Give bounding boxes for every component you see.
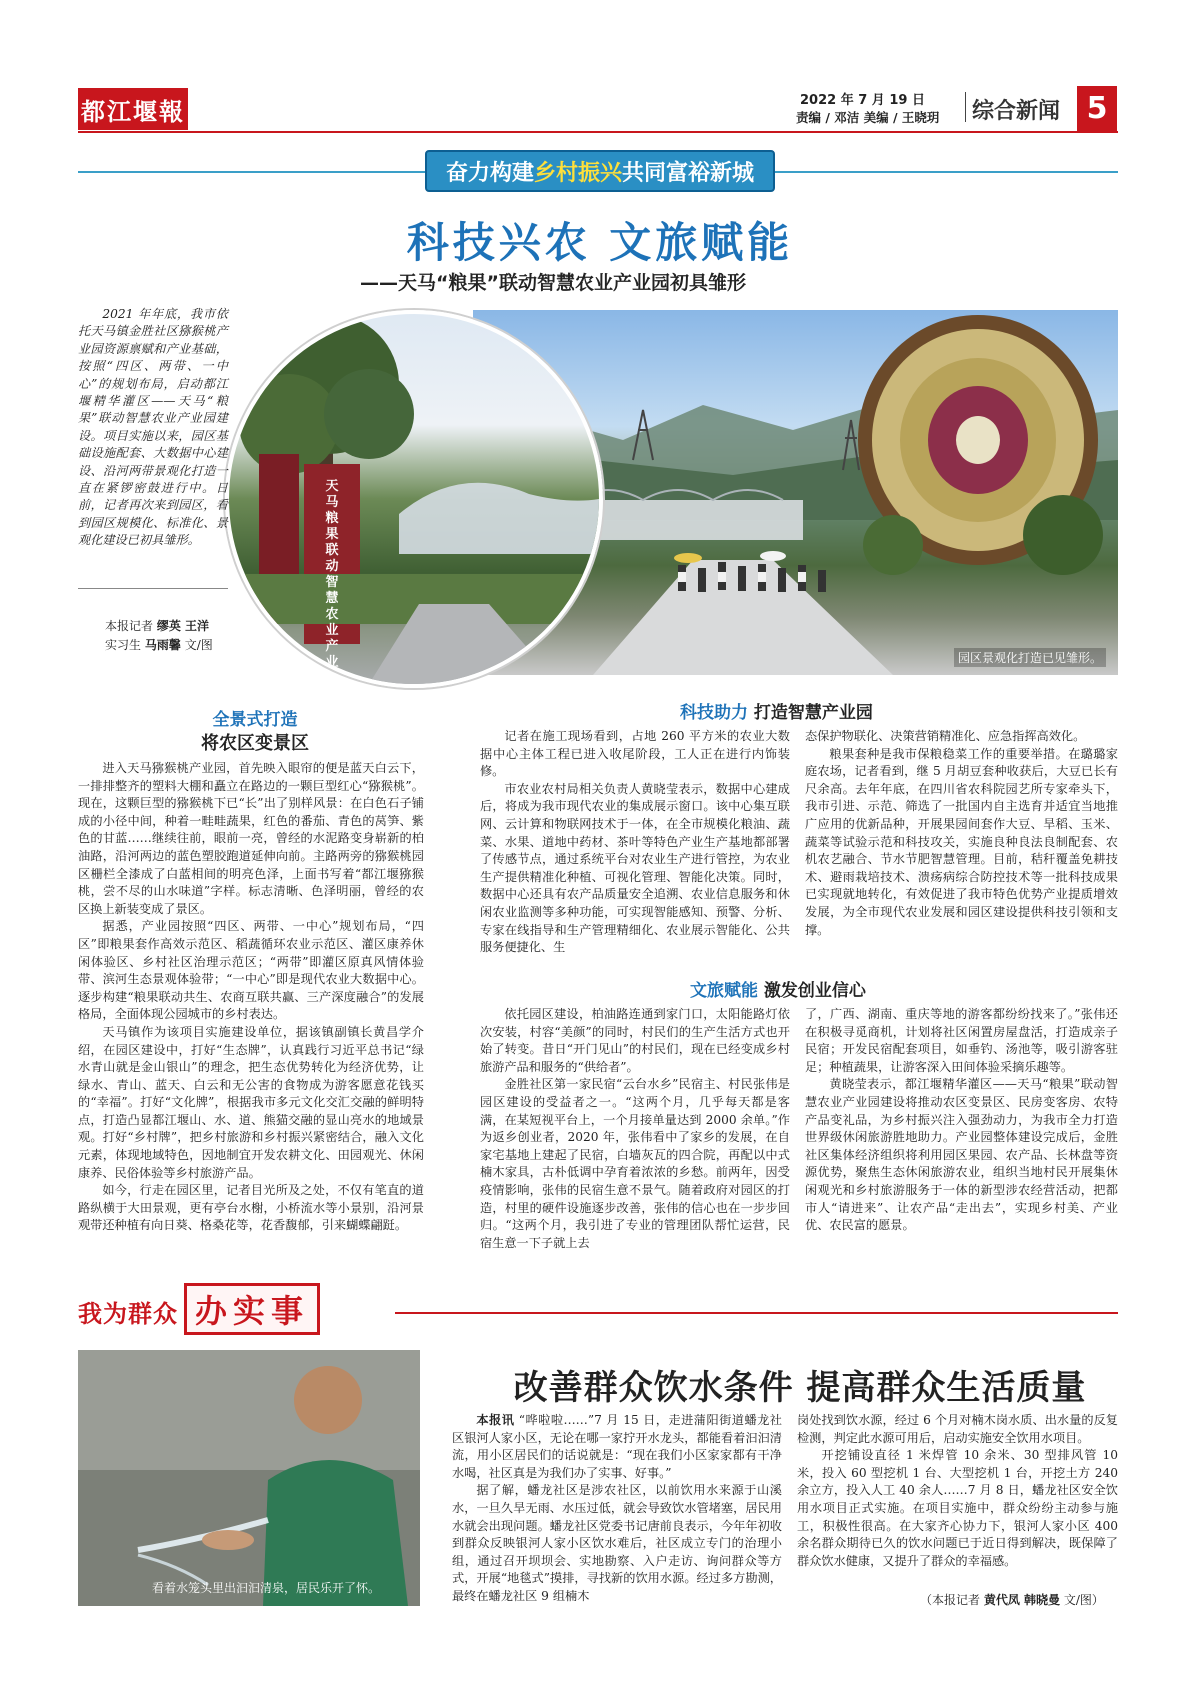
banner-accent: 乡村振兴: [533, 160, 622, 186]
article-subtitle: ——天马“粮果”联动智慧农业产业园初具雏形: [360, 272, 746, 294]
column-panorama: [78, 760, 424, 1260]
reporter-names: 缪英 王洋: [156, 619, 210, 633]
masthead-logo: 都江堰報: [78, 88, 188, 130]
header-rule: [78, 131, 1118, 133]
banner-suffix: 共同富裕新城: [622, 160, 755, 186]
intro-rule: [78, 588, 228, 589]
paragraph: 记者在施工现场看到，占地 260 平方米的农业大数据中心主体工程已进入收尾阶段，工人正在进行内饰装修。: [480, 729, 790, 779]
issue-date: 2022 年 7 月 19 日: [800, 93, 925, 108]
column-tourism-left: [480, 1006, 790, 1262]
section-head-tourism: 文旅赋能 激发创业信心: [690, 981, 866, 1001]
intro-summary: [78, 306, 228, 550]
section2-rule: [395, 1312, 1118, 1314]
intern-name: 马雨馨: [144, 638, 181, 652]
landscape-photo-caption: 园区景观化打造已见雏形。: [954, 648, 1106, 667]
column-tech-left: [480, 728, 790, 958]
paragraph: 天马镇作为该项目实施建设单位，据该镇副镇长黄昌学介绍，在园区建设中，打好“生态牌”，认真践行习近平总书记“绿水青山就是金山银山”的理念，把生态优势转化为经济优势，让绿水、青山、蓝天、白云和无公害的食物成为游客愿意花钱买的“幸福”。打好“文化牌”，根据我市多元文化交汇交融的鲜明特点，打造凸显都江堰山、水、道、熊猫交融的显山亮水的地域景观。打好“乡村牌”，把乡村旅游和乡村振兴紧密结合，融入文化元素，体现地域特色，因地制宜开发农耕文化、田园观光、休闲康养、民俗体验等乡村旅游产品。: [78, 1024, 424, 1180]
paragraph: 据了解，蟠龙社区是涉农社区，以前饮用水来源于山溪水，一旦久旱无雨、水压过低，就会导致饮水管堵塞，居民用水就会出现问题。蟠龙社区党委书记唐前良表示，今年年初收到群众反映银河人家小区饮水难后，社区成立专门的治理小组，通过召开坝坝会、实地勘察、入户走访、询问群众等方式，开展“地毯式”摸排，寻找新的饮用水源。经过多方勘测，最终在蟠龙社区 9 组楠木: [452, 1483, 782, 1603]
paragraph: 粮果套种是我市保粮稳菜工作的重要举措。在璐璐家庭农场，记者看到，继 5 月胡豆套种收获后，大豆已长有尺余高。去年年底，在四川省农科院园艺所专家牵头下，我市引进、示范、筛选了一批国内自主选育并适宜当地推广应用的优新品种，开展果园间套作大豆、旱稻、玉米、蔬菜等试验示范和科技攻关，实施良种良法良制配套、农机农艺融合、节水节肥智慧管理。目前，秸秆覆盖免耕技术、避雨栽培技术、溃疡病综合防控技术等一批科技成果已实现就地转化，有效促进了我市特色优势产业提质增效发展，为全市现代农业发展和园区建设提供科技引领和支撑。: [805, 746, 1118, 937]
park-sign-text: 天马粮果联动智慧农业产业园: [325, 479, 339, 686]
paragraph: 进入天马猕猴桃产业园，首先映入眼帘的便是蓝天白云下，一排排整齐的塑料大棚和矗立在路边的一颗巨型红心“猕猴桃”。现在，这颗巨型的猕猴桃下已“长”出了别样风景：在白色石子铺成的小径中间，种着一畦畦蔬果，红色的番茄、青色的莴笋、紫色的甘蓝……继续往前，眼前一亮，曾经的水泥路变身崭新的柏油路，沿河两边的蓝色塑胶跑道延伸向前。主路两旁的猕猴桃园区栅栏全漆成了白蓝相间的明亮色泽，上面书写着“都江堰猕猴桃，尝不尽的山水味道”字样。标志清晰、色泽明丽，曾经的农区换上新装变成了景区。: [78, 761, 424, 916]
paragraph: 态保护物联化、决策营销精准化、应急指挥高效化。: [805, 729, 1086, 743]
paragraph: 据悉，产业园按照“四区、两带、一中心”规划布局，“四区”即粮果套作高效示范区、稻蔬循环农业示范区、灌区康养休闲体验区、乡村社区治理示范区；“两带”即灌区原真风情体验带、滨河生态景观体验带；“一中心”即是现代农业大数据中心。逐步构建“粮果联动共生、农商互联共赢、三产深度融合”的发展格局，全面体现公园城市的乡村表达。: [78, 919, 424, 1022]
column-water-right: [797, 1412, 1118, 1602]
paragraph: 市农业农村局相关负责人黄晓莹表示，数据中心建成后，将成为我市现代农业的集成展示窗口。该中心集互联网、云计算和物联网技术于一体，在全市规模化粮油、蔬菜、水果、道地中药材、茶叶等特色产业生产基地都部署了传感节点，通过系统平台对农业生产进行管控，为农业生产提供精准化种植、可视化管理、智能化决策。同时，数据中心还具有农产品质量安全追溯、农业信息服务和休闲农业监测等多种功能，可实现智能感知、预警、分析、专家在线指导和生产管理精细化、农业展示智能化、公共服务便捷化、生: [480, 781, 790, 955]
paragraph: 本报讯 “哗啦啦……”7 月 15 日，走进蒲阳街道蟠龙社区银河人家小区，无论在哪一家拧开水龙头，都能看着汩汩清流，用小区居民们的话说就是：“现在我们小区家家都有干净水喝，社区真是为我们办了实事、好事。”: [452, 1413, 782, 1480]
paragraph: 黄晓莹表示，都江堰精华灌区——天马“粮果”联动智慧农业产业园建设将推动农区变景区、民房变客房、农特产品变礼品，为乡村振兴注入强劲动力，为我市全力打造世界级休闲旅游胜地助力。产业园整体建设完成后，金胜社区集体经济组织将利用园区果园、农产品、长林盘等资源优势，聚焦生态休闲旅游农业，组织当地村民开展集休闲观光和乡村旅游服务于一体的新型涉农经营活动，把都市人“请进来”、让农产品“走出去”，实现乡村美、产业优、农民富的愿景。: [805, 1077, 1118, 1233]
paragraph: 金胜社区第一家民宿“云台水乡”民宿主、村民张伟是园区建设的受益者之一。“这两个月，几乎每天都是客满，在某短视平台上，一个月接单量达到 2000 余单。”作为返乡创业者，2020 年，张伟看中了家乡的发展，在自家宅基地上建起了民宿，白墙灰瓦的四合院，再配以中式楠木家具，古朴低调中孕育着浓浓的乡愁。前两年，因受疫情影响，张伟的民宿生意不景气。随着政府对园区的打造，村里的硬件设施逐步改善，张伟的信心也在一步步回归。“这两个月，我引进了专业的管理团队帮忙运营，民宿生意一下子就上去: [480, 1077, 790, 1250]
header-separator: [965, 92, 966, 122]
banner-rule-right: [775, 171, 1118, 173]
section2-byline: （本报记者 黄代凤 韩晓曼 文/图）: [920, 1593, 1104, 1607]
park-sign-photo: [225, 310, 603, 688]
paragraph: 了，广西、湖南、重庆等地的游客都纷纷找来了。”张伟还在积极寻觅商机，计划将社区闲置房屋盘活，打造成亲子民宿；开发民宿配套项目，如垂钓、汤池等，吸引游客驻足；种植蔬果，让游客深入田间体验采摘乐趣等。: [805, 1007, 1118, 1074]
paragraph: 如今，行走在园区里，记者目光所及之处，不仅有笔直的道路纵横于大田景观，更有亭台水榭，小桥流水等小景别，沿河景观带还种植有向日葵、格桑花等，花香馥郁，引来蝴蝶翩跹。: [78, 1183, 424, 1233]
section-head-tech: 科技助力 打造智慧产业园: [680, 703, 873, 723]
water-photo-illustration: [78, 1350, 420, 1606]
water-photo-caption: 看着水笼头里出汩汩清泉，居民乐开了怀。: [152, 1581, 381, 1595]
column-logo-part1: 我为群众: [78, 1300, 178, 1328]
section-head-panorama: 全景式打造: [212, 710, 298, 730]
paragraph: 开挖铺设直径 1 米焊管 10 余米、30 型排风管 10 米，投入 60 型挖机 1 台、大型挖机 1 台，开挖土方 240 余立方，投入人工 40 余人……7 月 8 日，蟠龙社区安全饮用水项目正式实施。在项目实施中，群众纷纷主动参与施工，积极性很高。在大家齐心协力下，银河人家小区 400 余名群众期待已久的饮水问题已于近日得到解决，既保障了群众饮水健康，又提升了群众的幸福感。: [797, 1448, 1118, 1568]
lead-label: 本报讯: [476, 1413, 515, 1427]
water-photo: [78, 1350, 420, 1606]
column-tech-right: [805, 728, 1118, 958]
banner-rule-left: [78, 171, 425, 173]
paragraph: 依托园区建设，柏油路连通到家门口，太阳能路灯依次安装，村容“美颜”的同时，村民们的生产生活方式也开始了转变。昔日“开门见山”的村民们，现在已经变成乡村旅游产品和服务的“供给者”。: [480, 1007, 790, 1074]
column-logo-part2: 办实事: [184, 1283, 320, 1335]
banner-prefix: 奋力构建: [445, 160, 534, 186]
editors-credit: 责编 / 邓洁 美编 / 王晓玥: [796, 110, 940, 125]
intro-paragraph: 2021 年年底，我市依托天马镇金胜社区猕猴桃产业园资源禀赋和产业基础，按照“四区、两带、一中心”的规划布局，启动都江堰精华灌区——天马“粮果”联动智慧农业产业园建设。项目实施以来，园区基础设施配套、大数据中心建设、沿河两带景观化打造一直在紧锣密鼓进行中。日前，记者再次来到园区，看到园区规模化、标准化、景观化建设已初具雏形。: [78, 307, 228, 548]
column-tourism-right: [805, 1006, 1118, 1262]
topic-banner: [425, 150, 775, 192]
article-title: 科技兴农 文旅赋能: [406, 218, 794, 267]
byline-reporters: 本报记者 缪英 王洋: [105, 619, 210, 633]
section-name: 综合新闻: [972, 99, 1061, 124]
column-logo: [78, 1283, 320, 1335]
section2-title: 改善群众饮水条件 提高群众生活质量: [513, 1368, 1087, 1408]
section-subhead-panorama: 将农区变景区: [201, 733, 309, 754]
paragraph: 岗处找到饮水源，经过 6 个月对楠木岗水质、出水量的反复检测，判定此水源可用后，启动实施安全饮用水项目。: [797, 1413, 1118, 1445]
park-sign-illustration: [229, 314, 599, 684]
byline-intern: 实习生 马雨馨 文/图: [105, 638, 213, 652]
column-water-left: [452, 1412, 782, 1612]
page-number: 5: [1077, 86, 1117, 131]
